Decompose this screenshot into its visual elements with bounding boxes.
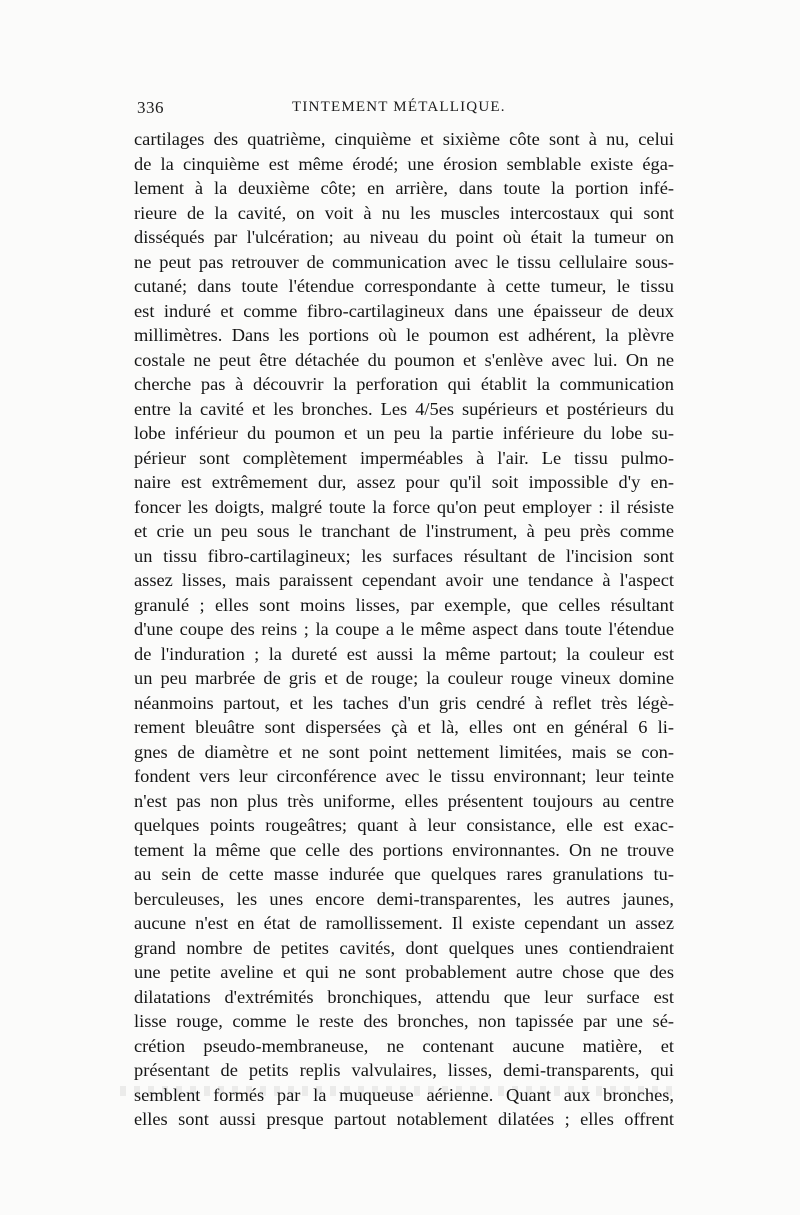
text-line: de l'induration ; la dureté est aussi la même partout; la couleur est bbox=[134, 643, 674, 664]
text-line: lisse rouge, comme le reste des bronches, non tapissée par une sé- bbox=[134, 1011, 674, 1031]
text-line: rement bleuâtre sont dispersées çà et là, elles ont en général 6 li- bbox=[134, 717, 674, 737]
text-line: d'une coupe des reins ; la coupe a le même aspect dans toute l'étendue bbox=[134, 619, 674, 639]
text-line: fondent vers leur circonférence avec le tissu environnant; leur teinte bbox=[134, 766, 674, 786]
text-line: dilatations d'extrémités bronchiques, attendu que leur surface est bbox=[134, 986, 674, 1007]
text-line: au sein de cette masse indurée que quelques rares granulations tu- bbox=[134, 864, 674, 884]
text-line: n'est pas non plus très uniforme, elles présentent toujours au centre bbox=[134, 790, 674, 811]
body-text bbox=[134, 127, 674, 1132]
text-line: millimètres. Dans les portions où le poumon est adhérent, la plèvre bbox=[134, 325, 674, 345]
text-line: un tissu fibro-cartilagineux; les surfaces résultant de l'incision sont bbox=[134, 545, 674, 566]
text-line: costale ne peut être détachée du poumon et s'enlève avec lui. On ne bbox=[134, 349, 674, 370]
text-line: naire est extrêmement dur, assez pour qu'il soit impossible d'y en- bbox=[134, 472, 674, 492]
show-through-noise bbox=[120, 1086, 680, 1096]
text-line: rieure de la cavité, on voit à nu les muscles intercostaux qui sont bbox=[134, 202, 674, 223]
text-line: lement à la deuxième côte; en arrière, dans toute la portion infé- bbox=[134, 178, 674, 198]
text-line: grand nombre de petites cavités, dont quelques unes contiendraient bbox=[134, 937, 674, 958]
running-title: TINTEMENT MÉTALLIQUE. bbox=[292, 99, 506, 115]
text-line: disséqués par l'ulcération; au niveau du point où était la tumeur on bbox=[134, 227, 674, 247]
text-line: assez lisses, mais paraissent cependant avoir une tendance à l'aspect bbox=[134, 570, 674, 590]
text-line: entre la cavité et les bronches. Les 4/5es supérieurs et postérieurs du bbox=[134, 398, 674, 419]
text-line: une petite aveline et qui ne sont probablement autre chose que des bbox=[134, 962, 674, 982]
text-line: cartilages des quatrième, cinquième et sixième côte sont à nu, celui bbox=[134, 129, 674, 149]
text-line: lobe inférieur du poumon et un peu la partie inférieure du lobe su- bbox=[134, 423, 674, 443]
text-line: cherche pas à découvrir la perforation qui établit la communication bbox=[134, 374, 674, 394]
text-line: quelques points rougeâtres; quant à leur consistance, elle est exac- bbox=[134, 815, 674, 835]
text-line: néanmoins partout, et les taches d'un gris cendré à reflet très légè- bbox=[134, 692, 674, 713]
text-line: cutané; dans toute l'étendue correspondante à cette tumeur, le tissu bbox=[134, 276, 674, 296]
text-line: est induré et comme fibro-cartilagineux dans une épaisseur de deux bbox=[134, 300, 674, 321]
text-line: tement la même que celle des portions environnantes. On ne trouve bbox=[134, 839, 674, 860]
page-header bbox=[137, 98, 673, 124]
page-number: 336 bbox=[137, 98, 164, 117]
text-line: périeur sont complètement imperméables à l'air. Le tissu pulmo- bbox=[134, 447, 674, 468]
text-line: foncer les doigts, malgré toute la force qu'on peut employer : il résiste bbox=[134, 496, 674, 517]
text-line: semblent formés par la muqueuse aérienne. Quant aux bronches, bbox=[134, 1084, 674, 1105]
text-line: elles sont aussi presque partout notablement dilatées ; elles offrent bbox=[134, 1109, 674, 1129]
text-line: ne peut pas retrouver de communication avec le tissu cellulaire sous- bbox=[134, 251, 674, 272]
text-line: et crie un peu sous le tranchant de l'instrument, à peu près comme bbox=[134, 521, 674, 541]
text-line: un peu marbrée de gris et de rouge; la couleur rouge vineux domine bbox=[134, 668, 674, 688]
text-line: présentant de petits replis valvulaires, lisses, demi-transparents, qui bbox=[134, 1060, 674, 1080]
text-line: granulé ; elles sont moins lisses, par exemple, que celles résultant bbox=[134, 594, 674, 615]
text-line: crétion pseudo-membraneuse, ne contenant aucune matière, et bbox=[134, 1035, 674, 1056]
text-line: berculeuses, les unes encore demi-transparentes, les autres jaunes, bbox=[134, 888, 674, 909]
text-line: gnes de diamètre et ne sont point nettement limitées, mais se con- bbox=[134, 741, 674, 762]
text-line: de la cinquième est même érodé; une érosion semblable existe éga- bbox=[134, 153, 674, 174]
text-line: aucune n'est en état de ramollissement. Il existe cependant un assez bbox=[134, 913, 674, 933]
